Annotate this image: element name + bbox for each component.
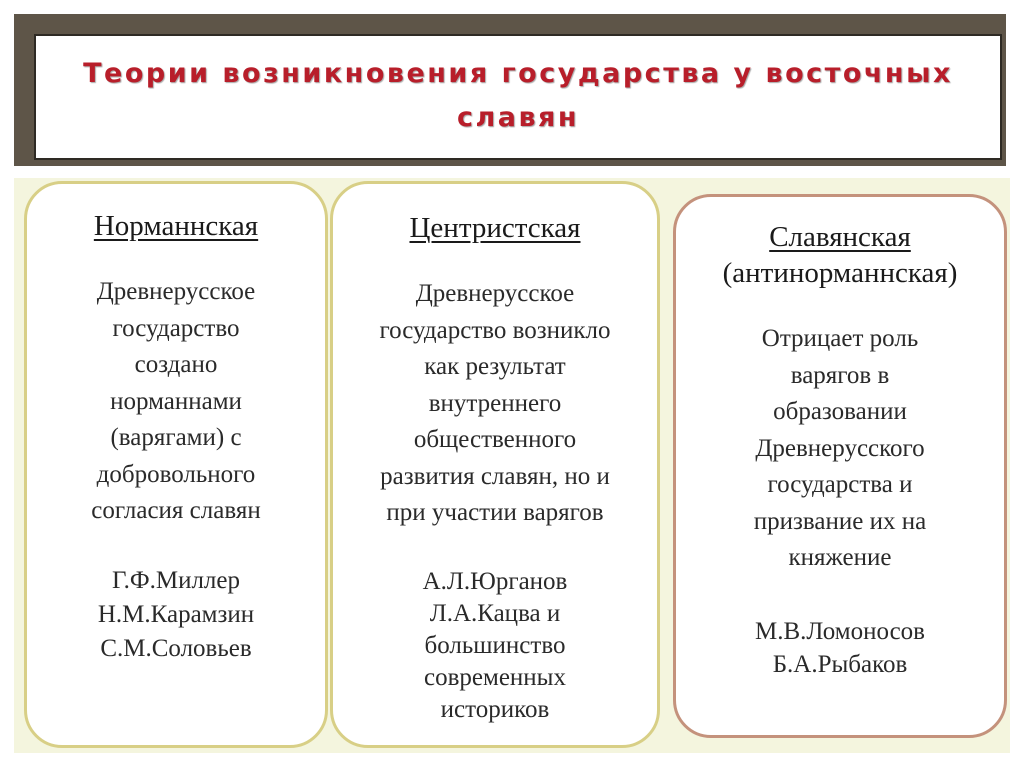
title-frame	[14, 14, 1006, 166]
theory-authors: М.В.Ломоносов Б.А.Рыбаков	[755, 617, 925, 678]
theory-card-norman	[24, 181, 328, 748]
theory-authors: Г.Ф.Миллер Н.М.Карамзин С.М.Соловьев	[97, 566, 255, 662]
theory-heading	[676, 219, 1004, 291]
theory-card-slavic	[673, 194, 1007, 738]
theory-heading-name: Славянская	[769, 221, 911, 253]
page-title: Теории возникновения государства у восточных славян	[83, 58, 953, 133]
theory-heading: Центристская	[409, 212, 581, 244]
theory-description: Древнерусское государство создано норманнами (варягами) с добровольного согласия славян	[91, 278, 261, 524]
title-box	[34, 34, 1002, 160]
theory-card-centrist	[330, 181, 660, 748]
theory-description: Древнерусское государство возникло как результат внутреннего общественного развития славян, но и при участии варягов	[379, 280, 611, 526]
theory-authors: А.Л.Юрганов Л.А.Кацва и большинство современных историков	[422, 567, 568, 723]
theory-heading-subname: (антинорманнская)	[722, 257, 958, 289]
theory-description: Отрицает роль варягов в образовании Древнерусского государства и призвание их на княжение	[753, 325, 927, 571]
theory-heading: Норманнская	[93, 210, 259, 242]
